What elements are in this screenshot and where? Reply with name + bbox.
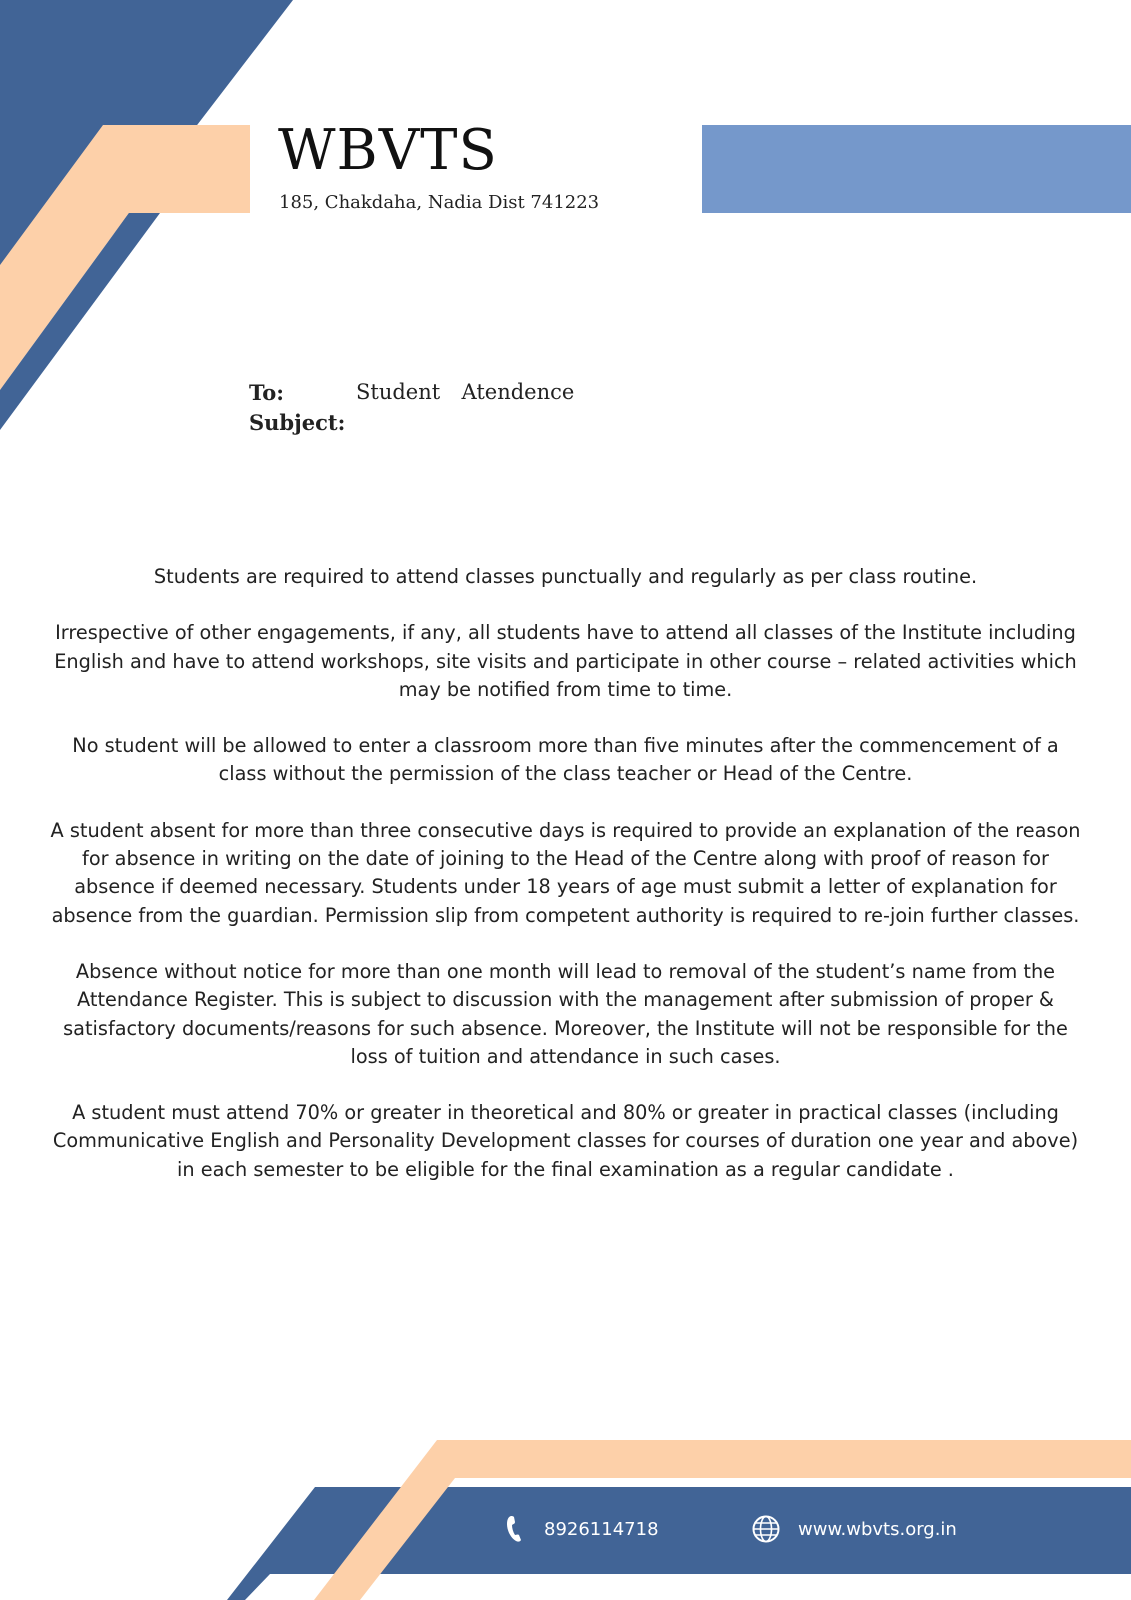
- brand-logo-text: WBVTS: [278, 118, 498, 183]
- footer-phone: [506, 1515, 659, 1543]
- body-paragraph: Absence without notice for more than one month will lead to removal of the student’s name from the Attendance Register. This is subject to discussion with the management after submission of proper & satisfactory documents/reasons for such absence. Moreover, the Institute will not be responsible for the loss of tuition and attendance in such cases.: [63, 959, 1068, 1068]
- website-link[interactable]: www.wbvts.org.in: [798, 1518, 957, 1540]
- body-paragraph: Students are required to attend classes punctually and regularly as per class routine.: [153, 565, 978, 588]
- to-label: To:: [249, 380, 284, 405]
- top-right-blue-bar: [702, 125, 1131, 213]
- letter-body: [48, 563, 1083, 1212]
- body-paragraph: Irrespective of other engagements, if any, all students have to attend all classes of the Institute including English and have to attend workshops, site visits and participate in other course – related activities which may be notified from time to time.: [54, 621, 1077, 701]
- body-paragraph: No student will be allowed to enter a classroom more than five minutes after the commencement of a class without the permission of the class teacher or Head of the Centre.: [72, 734, 1059, 786]
- to-value: Student Atendence: [356, 380, 575, 404]
- body-paragraph: A student absent for more than three consecutive days is required to provide an explanation of the reason for absence in writing on the date of joining to the Head of the Centre along with proof of reason for absence if deemed necessary. Students under 18 years of age must submit a letter of explanation for absence from the guardian. Permission slip from competent authority is required to re-join further classes.: [50, 818, 1081, 927]
- globe-icon: [752, 1515, 780, 1543]
- body-paragraph: A student must attend 70% or greater in theoretical and 80% or greater in practical classes (including Communicative English and Personality Development classes for courses of duration one year and above) in each semester to be eligible for the final examination as a regular candidate .: [52, 1101, 1079, 1181]
- phone-number: 8926114718: [544, 1518, 659, 1540]
- subject-label: Subject:: [249, 410, 346, 435]
- footer-website: [752, 1515, 957, 1543]
- address: 185, Chakdaha, Nadia Dist 741223: [279, 192, 600, 213]
- phone-icon: [506, 1515, 528, 1543]
